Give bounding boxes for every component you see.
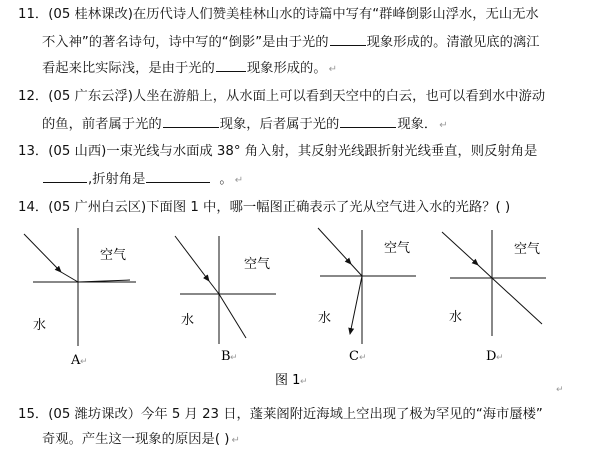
q12-line-1 <box>18 88 545 106</box>
q14-text-1: 14．(05 广州白云区)下面图 1 中，哪一幅图正确表示了光从空气进入水的光路？( ) <box>18 200 511 215</box>
figure-caption: 图 1 <box>275 373 301 388</box>
q13-text-2a: ,折射角是 <box>88 172 146 187</box>
water-label-b: 水 <box>181 313 195 328</box>
refracted-ray <box>350 276 362 334</box>
water-label-a: 水 <box>33 318 47 333</box>
paragraph-mark: ↵ <box>439 120 448 131</box>
q11-line-3 <box>42 58 337 79</box>
paragraph-mark: ↵ <box>328 64 338 75</box>
paragraph-mark: ↵ <box>231 435 240 446</box>
q12-line-2 <box>42 114 448 135</box>
q11-blank-2[interactable] <box>216 58 246 72</box>
option-b-label: B <box>221 349 231 364</box>
option-d-label: D <box>486 349 497 364</box>
incident-ray-end <box>351 264 362 276</box>
q13-text-1: 13．(05 山西)一束光线与水面成 38° 角入射，其反射光线跟折射光线垂直，则反射角是 <box>18 144 538 159</box>
water-label-d: 水 <box>449 310 463 325</box>
incident-ray <box>442 232 478 265</box>
paragraph-mark: ↵ <box>230 353 238 363</box>
q15-line-1 <box>18 406 543 424</box>
paragraph-mark: ↵ <box>80 357 88 367</box>
q11-text-3a: 看起来比实际浅，是由于光的 <box>42 61 215 76</box>
air-label-d: 空气 <box>514 242 541 257</box>
diagram-a[interactable] <box>24 228 136 368</box>
diagram-b[interactable] <box>175 236 276 364</box>
q11-text-1: 11．(05 桂林课改)在历代诗人们赞美桂林山水的诗篇中写有“群峰倒影山浮水，无山无水 <box>18 7 539 22</box>
q13-line-2 <box>42 169 243 190</box>
water-label-c: 水 <box>318 311 332 326</box>
q11-text-3b: 现象形成的。 <box>246 61 327 76</box>
q13-line-1 <box>18 143 537 161</box>
incident-ray <box>318 228 351 264</box>
paragraph-mark: ↵ <box>496 353 504 363</box>
q15-text-1: 15．(05 潍坊课改）今年 5 月 23 日，蓬莱阁附近海域上空出现了极为罕见的“海市蜃楼” <box>18 407 543 422</box>
q12-text-2a: 的鱼，前者属于光的 <box>42 117 162 132</box>
air-label-c: 空气 <box>384 241 411 256</box>
q11-text-2a: 不入神”的著名诗句，诗中写的“倒影”是由于光的 <box>42 35 329 50</box>
paragraph-mark: ↵ <box>359 353 367 363</box>
paragraph-mark: ↵ <box>556 385 564 394</box>
diagram-d[interactable] <box>442 230 546 364</box>
option-c-label: C <box>349 349 359 364</box>
q15-text-2: 奇观。产生这一现象的原因是( ) <box>42 432 230 447</box>
q14-line-1 <box>18 199 510 217</box>
q11-text-2b: 现象形成的。清澈见底的漓江 <box>366 35 540 50</box>
q12-text-2c: 现象． <box>397 117 438 132</box>
q12-text-2b: 现象，后者属于光的 <box>219 117 340 132</box>
figure-1-diagrams <box>0 222 598 394</box>
incident-ray <box>24 234 61 272</box>
refracted-ray <box>219 294 246 338</box>
q11-line-2 <box>42 32 539 52</box>
incident-ray-end <box>478 265 492 278</box>
diagram-c[interactable] <box>318 228 416 364</box>
q13-text-2b: 。 <box>219 172 233 187</box>
incident-ray <box>175 236 209 281</box>
air-label-b: 空气 <box>244 257 271 272</box>
paragraph-mark: ↵ <box>234 175 244 186</box>
option-a-label: A <box>71 353 81 368</box>
paragraph-mark: ↵ <box>300 377 308 387</box>
q11-blank-1[interactable] <box>330 32 366 46</box>
q15-line-2 <box>42 431 240 450</box>
incident-ray-end <box>61 272 78 282</box>
incident-ray-end <box>209 281 219 294</box>
refracted-ray <box>492 278 542 324</box>
air-label-a: 空气 <box>100 248 127 263</box>
q12-blank-1[interactable] <box>163 114 219 128</box>
q13-blank-2[interactable] <box>146 169 210 183</box>
q13-blank-1[interactable] <box>43 169 87 183</box>
q11-line-1 <box>18 6 539 24</box>
q12-text-1: 12．(05 广东云浮)人坐在游船上，从水面上可以看到天空中的白云，也可以看到水中游动 <box>18 89 546 104</box>
q12-blank-2[interactable] <box>340 114 396 128</box>
